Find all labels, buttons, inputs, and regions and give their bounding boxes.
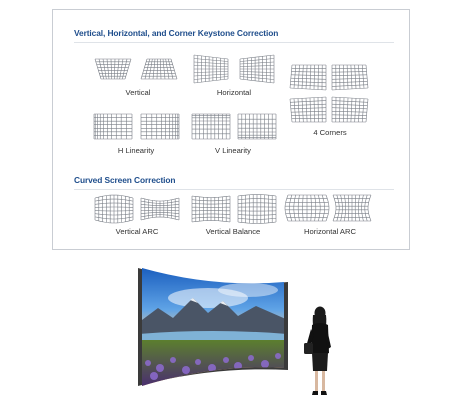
corner-keystone-grid-top-right xyxy=(332,65,368,90)
horizontal-keystone-grid-left xyxy=(194,55,228,83)
horizontal-arc-label: Horizontal ARC xyxy=(304,227,356,236)
corner-keystone-grid-top-left xyxy=(290,65,326,90)
vertical-arc-grid-right xyxy=(141,198,179,220)
vertical-balance-grid-left xyxy=(192,196,230,222)
horizontal-label: Horizontal xyxy=(216,88,252,97)
vertical-balance-label: Vertical Balance xyxy=(205,227,261,236)
horizontal-arc-grid-left xyxy=(288,195,326,221)
curved-projection-screen xyxy=(138,268,288,386)
curved-section-divider xyxy=(74,189,394,190)
h-linearity-grid-left xyxy=(94,114,132,139)
vertical-arc-label: Vertical ARC xyxy=(115,227,159,236)
vertical-keystone-grid-right xyxy=(141,59,177,79)
landscape-image xyxy=(138,268,288,386)
h-linearity-grid-right xyxy=(141,114,179,139)
v-linearity-grid-left xyxy=(192,114,230,139)
vertical-keystone-grid-left xyxy=(95,59,131,79)
corner-keystone-grid-bottom-left xyxy=(290,97,326,122)
horizontal-arc-grid-right xyxy=(333,195,371,221)
keystone-section-title: Vertical, Horizontal, and Corner Keystone Correction xyxy=(74,28,279,38)
vertical-label: Vertical xyxy=(125,88,151,97)
v-linearity-label: V Linearity xyxy=(215,146,251,155)
v-linearity-grid-right xyxy=(238,114,276,139)
vertical-balance-grid-right xyxy=(238,196,276,222)
person-silhouette xyxy=(300,305,336,397)
keystone-section-divider xyxy=(74,42,394,43)
vertical-arc-grid-left xyxy=(95,198,133,220)
horizontal-keystone-grid-right xyxy=(240,55,274,83)
curved-section-title: Curved Screen Correction xyxy=(74,175,176,185)
h-linearity-label: H Linearity xyxy=(117,146,155,155)
corner-keystone-grid-bottom-right xyxy=(332,97,368,122)
four-corners-label: 4 Corners xyxy=(313,128,347,137)
